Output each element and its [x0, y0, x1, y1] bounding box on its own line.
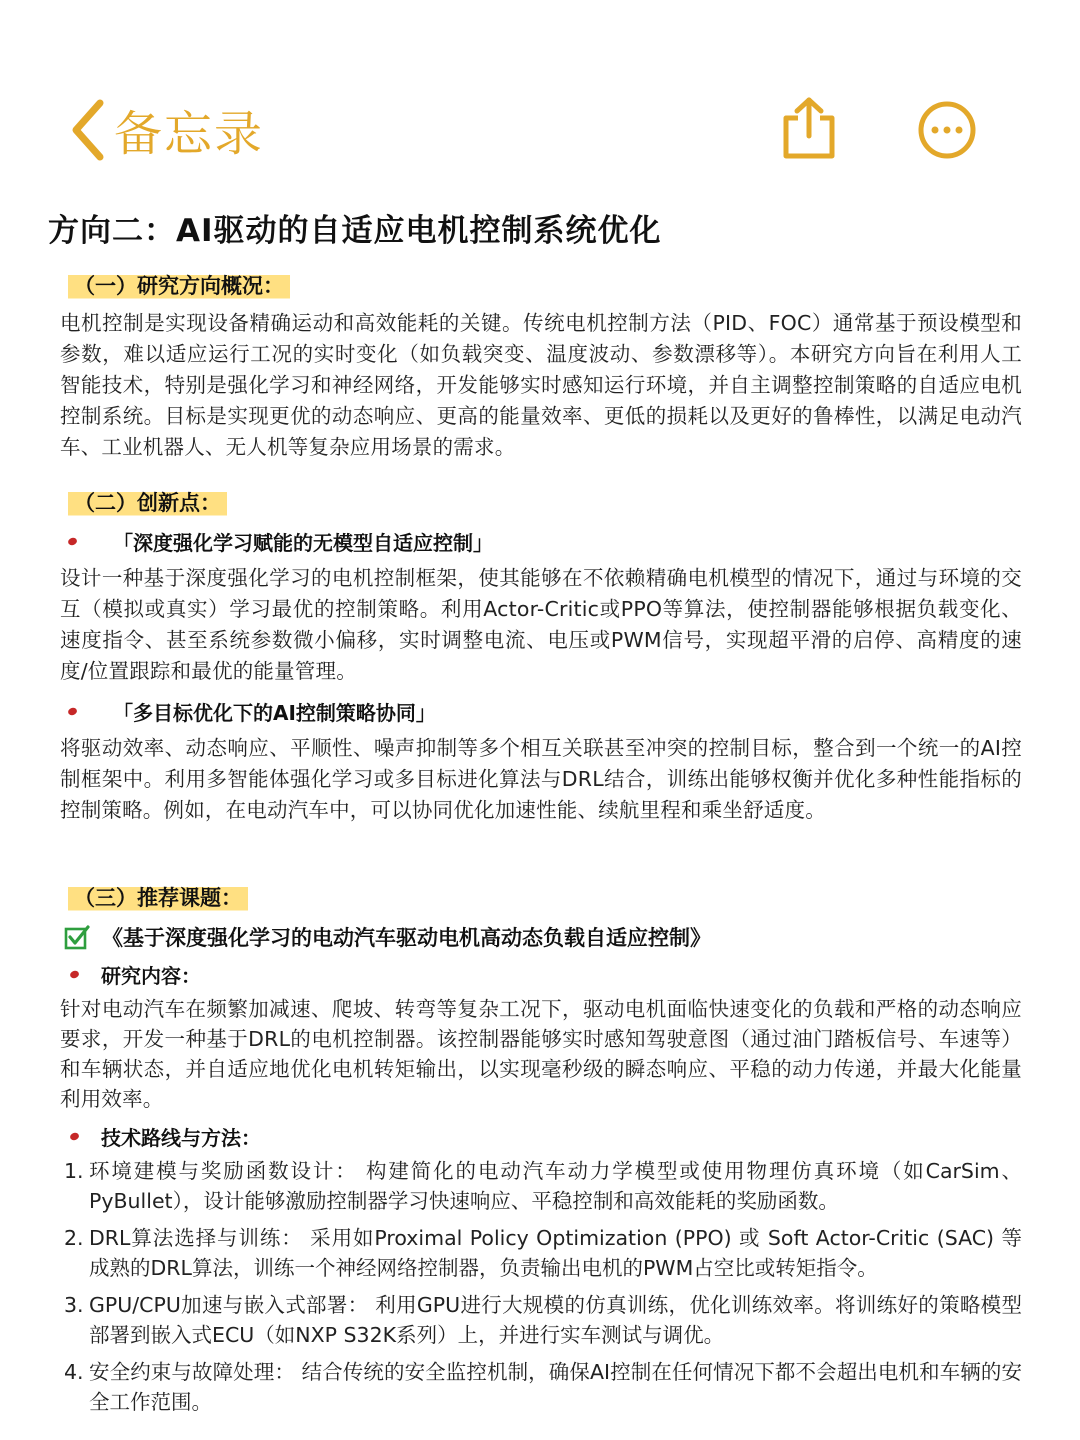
innovation-point-1-title: 「深度强化学习赋能的无模型自适应控制」 — [113, 531, 493, 555]
share-icon[interactable] — [782, 96, 836, 160]
list-item: 2. DRL算法选择与训练： 采用如Proximal Policy Optimization (PPO) 或 Soft Actor-Critic (SAC) 等成熟的DRL算法，训练一个神经网络控制器，负责输出电机的PWM占空比或转矩指令。 — [64, 1226, 1022, 1280]
method-label: 技术路线与方法： — [101, 1126, 261, 1150]
bullet-dot-icon — [67, 537, 78, 547]
checkbox-checked-icon — [64, 924, 90, 950]
back-label: 备忘录 — [114, 106, 265, 162]
method-label-row — [70, 1122, 261, 1151]
section-heading-topics: （三）推荐课题： — [68, 880, 248, 914]
recommended-topic — [64, 922, 711, 952]
bullet-dot-icon — [67, 707, 78, 717]
back-button[interactable] — [70, 95, 264, 164]
research-content-label — [70, 960, 201, 989]
list-item: 1. 环境建模与奖励函数设计： 构建简化的电动汽车动力学模型或使用物理仿真环境（如CarSim、PyBullet），设计能够激励控制器学习快速响应、平稳控制和高效能耗的奖励函数。 — [64, 1159, 1022, 1213]
innovation-point-title — [68, 697, 436, 726]
method-steps-list — [64, 1156, 1022, 1424]
list-item: 4. 安全约束与故障处理： 结合传统的安全监控机制，确保AI控制在任何情况下都不会超出电机和车辆的安全工作范围。 — [64, 1360, 1022, 1414]
topic-title: 《基于深度强化学习的电动汽车驱动电机高动态负载自适应控制》 — [102, 926, 711, 950]
research-paragraph: 针对电动汽车在频繁加减速、爬坡、转弯等复杂工况下，驱动电机面临快速变化的负载和严格的动态响应要求，开发一种基于DRL的电机控制器。该控制器能够实时感知驾驶意图（通过油门踏板信号、车速等）和车辆状态，并自适应地优化电机转矩输出，以实现毫秒级的瞬态响应、平稳的动力传递，并最大化能量利用效率。 — [60, 997, 1022, 1111]
bullet-dot-icon — [69, 1132, 80, 1142]
bullet-dot-icon — [69, 970, 80, 980]
list-item: 3. GPU/CPU加速与嵌入式部署： 利用GPU进行大规模的仿真训练，优化训练效率。将训练好的策略模型部署到嵌入式ECU（如NXP S32K系列）上，并进行实车测试与调优。 — [64, 1293, 1022, 1347]
section-heading-innovation: （二）创新点： — [68, 485, 227, 519]
more-icon[interactable] — [917, 100, 977, 160]
chevron-left-icon — [70, 99, 104, 161]
innovation-point-1-text: 设计一种基于深度强化学习的电机控制框架，使其能够在不依赖精确电机模型的情况下，通过与环境的交互（模拟或真实）学习最优的控制策略。利用Actor-Critic或PPO等算法，使控制器能够根据负载变化、速度指令、甚至系统参数微小偏移，实时调整电流、电压或PWM信号，实现超平滑的启停、高精度的速度/位置跟踪和最优的能量管理。 — [60, 566, 1022, 683]
innovation-point-2-text: 将驱动效率、动态响应、平顺性、噪声抑制等多个相互关联甚至冲突的控制目标，整合到一个统一的AI控制框架中。利用多智能体强化学习或多目标进化算法与DRL结合，训练出能够权衡并优化多种性能指标的控制策略。例如，在电动汽车中，可以协同优化加速性能、续航里程和乘坐舒适度。 — [60, 736, 1022, 822]
innovation-point-title — [68, 527, 493, 556]
nav-bar — [0, 0, 1080, 190]
page-title: 方向二：AI驱动的自适应电机控制系统优化 — [48, 213, 662, 249]
overview-paragraph: 电机控制是实现设备精确运动和高效能耗的关键。传统电机控制方法（PID、FOC）通常基于预设模型和参数，难以适应运行工况的实时变化（如负载突变、温度波动、参数漂移等）。本研究方向旨在利用人工智能技术，特别是强化学习和神经网络，开发能够实时感知运行环境，并自主调整控制策略的自适应电机控制系统。目标是实现更优的动态响应、更高的能量效率、更低的损耗以及更好的鲁棒性，以满足电动汽车、工业机器人、无人机等复杂应用场景的需求。 — [60, 311, 1022, 459]
research-label: 研究内容： — [101, 964, 201, 988]
section-heading-overview: （一）研究方向概况： — [68, 268, 290, 302]
innovation-point-2-title: 「多目标优化下的AI控制策略协同」 — [113, 701, 436, 725]
